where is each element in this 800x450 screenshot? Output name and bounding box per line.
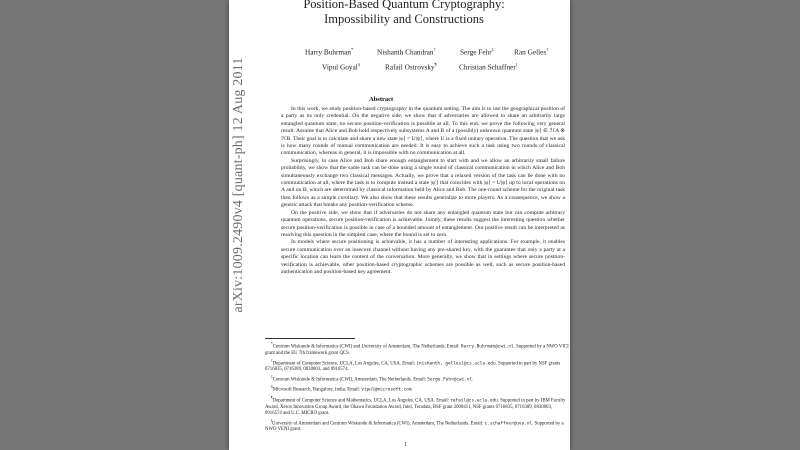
arxiv-identifier: arXiv:1009.2490v4 [quant-ph] 12 Aug 2011 (231, 57, 246, 313)
paper-page (229, 0, 570, 450)
abstract-paragraph: On the positive side, we show that if adversaries do not share any entangled quantum state but can compute arbitrary quantum operations, secure position-verification is achievable. Jointly, these results suggest the interesting question whether secure position-verification is possible in case of a bounded amount of entanglement. Our positive result can be interpreted as resolving this question in the simplest case, where the bound is set to zero. (281, 209, 565, 238)
footnote-email: rafail@cs.ucla.edu (450, 398, 498, 404)
arxiv-stamp (229, 0, 249, 450)
author-row (289, 47, 569, 62)
author: Ran Gelles† (514, 47, 549, 57)
author: Vipul Goyal§ (322, 62, 361, 72)
footnote: *Centrum Wiskunde & Informatica (CWI) and University of Amsterdam, The Netherlands. Email: Harry.Buhrman@cwi.nl. Supported by a NWO VICI grant and the EU 7th framework grant QCS. (265, 342, 569, 356)
paper-title (259, 0, 549, 27)
footnote-email: c.schaffner@uva.nl (484, 421, 533, 427)
author: Nishanth Chandran† (377, 47, 436, 57)
author: Harry Buhrman* (305, 47, 354, 57)
abstract-paragraph: Surprisingly, in case Alice and Bob share enough entanglement to start with and we allow an arbitrarily small failure probability, we show that the same task can be done using a single round of classical communication in which Alice and Bob simultaneously exchange two classical messages. Actually, we prove that a relaxed version of the task can be done with no communication at all, where the task is to compute instead a state |φ′⟩ that coincides with |φ⟩ = U|ψ⟩ up to local operations on A and on B, which are determined by classical information held by Alice and Bob. The one-round scheme for the original task then follows as a simple corollary. We also show that these results generalize to more players. As a consequence, we show a generic attack that breaks any position-verification scheme. (281, 157, 565, 209)
author-block (289, 47, 569, 77)
footnote-email: {nishanth, gelles}@cs.ucla.edu (416, 361, 496, 367)
footnote-rule (265, 338, 355, 339)
footnote: §Microsoft Research, Bangalore, India. Email: vipul@microsoft.com (271, 385, 412, 394)
footnote-email: vipul@microsoft.com (361, 388, 412, 394)
footnote-email: Serge.Fehr@cwi.nl (427, 377, 473, 383)
abstract-paragraph: In models where secure positioning is achievable, it has a number of interesting applications. For example, it enables secure communication over an insecure channel without having any pre-shared key, with the guarantee that only a party at a specific location can learn the content of the conversation. More generally, we show that in settings where secure position-verification is achievable, other position-based cryptographic schemes are possible as well, such as secure position-based authentication and position-based key agreement. (281, 239, 565, 275)
abstract-body (281, 106, 565, 276)
abstract-paragraph: In this work, we study position-based cryptography in the quantum setting. The aim is to use the geographical position of a party as its only credential. On the negative side, we show that if adversaries are allowed to share an arbitrarily large entangled quantum state, no secure position-verification is possible at all. To this end, we prove the following very general result. Assume that Alice and Bob hold respectively subsystems A and B of a (possibly) unknown quantum state |ψ⟩ ∈ ℋA ⊗ ℋB. Their goal is to calculate and share a new state |φ⟩ = U|ψ⟩, where U is a fixed unitary operation. The question that we ask is how many rounds of mutual communication are needed. It is easy to achieve such a task using two rounds of classical communication, whereas in general, it is impossible with no communication at all. (281, 106, 565, 157)
author-row (289, 62, 569, 77)
abstract-heading: Abstract (369, 96, 394, 103)
title-line-1: Position-Based Quantum Cryptography: (303, 0, 505, 11)
footnote-email: Harry.Buhrman@cwi.nl (460, 344, 514, 350)
author: Serge Fehr‡ (460, 47, 494, 57)
footnote: ¶Department of Computer Science and Mathematics, UCLA, Los Angeles, CA, USA. Email: rafail@cs.ucla.edu. Supported in part by IBM Faculty Award, Xerox Innovation Group Award, the Okawa Foundation Award, Intel, Teradata, BSF grant 2008411, NSF grants 0716835, 0716389, 0830803, 0916574 and U.C. MICRO grant. (265, 395, 566, 416)
footnotes (265, 341, 569, 434)
page-number: 1 (404, 442, 407, 448)
author: Rafail Ostrovsky¶ (385, 62, 437, 72)
title-line-2: Impossibility and Constructions (324, 12, 484, 26)
author: Christian Schaffner‖ (459, 62, 518, 72)
footnote: †Department of Computer Science, UCLA, Los Angeles, CA, USA. Email: {nishanth, gelles}@cs.ucla.edu. Supported in part by NSF grants 0716835, 0716389, 0830803, and 0916574. (265, 358, 561, 373)
footnote: ‖University of Amsterdam and Centrum Wiskunde & Informatica (CWI), Amsterdam, The Netherlands. Email: c.schaffner@uva.nl. Supported by a NWO VENI grant. (265, 418, 564, 433)
footnote: ‡Centrum Wiskunde & Informatica (CWI), Amsterdam, The Netherlands. Email: Serge.Fehr@cwi.nl. (271, 375, 474, 383)
